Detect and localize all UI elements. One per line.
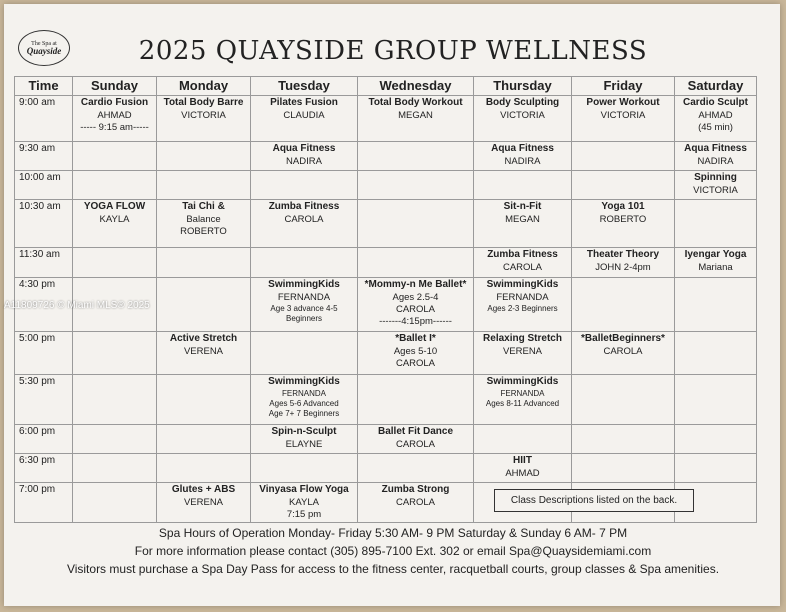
class-cell <box>474 332 572 375</box>
class-cell <box>572 142 675 171</box>
class-cell <box>572 171 675 200</box>
class-name: Vinyasa Flow Yoga <box>259 484 349 495</box>
class-name: *Mommy-n Me Ballet* <box>364 279 467 290</box>
class-cell <box>474 96 572 142</box>
class-cell <box>73 96 157 142</box>
class-cell <box>572 278 675 332</box>
class-name: Zumba Fitness <box>487 249 558 260</box>
schedule-row <box>15 248 757 278</box>
class-name: HIIT <box>513 455 532 466</box>
class-name: Cardio Sculpt <box>682 97 748 108</box>
class-detail: CAROLA <box>502 261 543 273</box>
schedule-row <box>15 332 757 375</box>
class-detail: AHMAD <box>97 109 132 121</box>
page-title: 2025 QUAYSIDE GROUP WELLNESS <box>138 36 648 66</box>
class-name: Zumba Strong <box>381 484 450 495</box>
class-detail: AHMAD <box>505 467 540 479</box>
class-cell <box>474 425 572 454</box>
class-detail: VERENA <box>502 345 543 357</box>
time-cell: 5:00 pm <box>15 332 73 375</box>
class-name: Pilates Fusion <box>270 97 338 108</box>
class-detail: MEGAN <box>505 213 540 225</box>
header-thursday: Thursday <box>474 77 572 96</box>
class-detail: VICTORIA <box>600 109 646 121</box>
class-cell <box>251 425 358 454</box>
class-cell <box>73 171 157 200</box>
class-detail: FERNANDA <box>277 291 331 303</box>
class-cell <box>675 425 757 454</box>
class-cell <box>474 142 572 171</box>
time-cell: 10:00 am <box>15 171 73 200</box>
class-cell <box>675 142 757 171</box>
class-name: SwimmingKids <box>486 376 559 387</box>
class-cell <box>157 142 251 171</box>
class-cell <box>157 332 251 375</box>
class-cell <box>73 142 157 171</box>
class-detail: VERENA <box>183 496 224 508</box>
class-detail: CAROLA <box>395 496 436 508</box>
class-detail: CAROLA <box>395 357 436 369</box>
schedule-row <box>15 171 757 200</box>
class-cell <box>572 200 675 248</box>
class-cell <box>572 248 675 278</box>
class-detail: VERENA <box>183 345 224 357</box>
class-cell <box>358 142 474 171</box>
class-cell <box>157 248 251 278</box>
class-cell <box>251 171 358 200</box>
class-cell <box>572 454 675 483</box>
class-detail: KAYLA <box>99 213 130 225</box>
class-cell <box>572 96 675 142</box>
class-cell <box>474 200 572 248</box>
class-cell <box>675 96 757 142</box>
schedule-row <box>15 96 757 142</box>
class-cell <box>251 454 358 483</box>
class-cell <box>474 248 572 278</box>
class-cell <box>73 375 157 425</box>
class-cell <box>157 454 251 483</box>
logo-line-2: Quayside <box>26 45 62 56</box>
class-cell <box>675 171 757 200</box>
class-name: Iyengar Yoga <box>684 249 747 260</box>
class-detail: VICTORIA <box>500 109 545 121</box>
header-wednesday: Wednesday <box>358 77 474 96</box>
class-cell <box>251 248 358 278</box>
class-cell <box>358 278 474 332</box>
spa-hours-text: Spa Hours of Operation Monday- Friday 5:30 AM- 9 PM Saturday & Sunday 6 AM- 7 PM <box>158 526 628 540</box>
class-detail: Balance <box>186 213 221 225</box>
class-name: Aqua Fitness <box>491 143 554 154</box>
logo-line-1: The Spa at <box>31 40 57 47</box>
class-note: FERNANDA <box>500 388 545 398</box>
class-cell <box>73 425 157 454</box>
class-cell <box>157 96 251 142</box>
class-name: Cardio Fusion <box>80 97 149 108</box>
schedule-row <box>15 375 757 425</box>
class-cell <box>474 171 572 200</box>
class-detail: -------4:15pm------ <box>379 316 452 328</box>
class-name: Glutes + ABS <box>171 484 236 495</box>
class-cell <box>251 96 358 142</box>
class-cell <box>73 200 157 248</box>
class-note: Age 7+ 7 Beginners <box>268 409 340 419</box>
class-cell <box>358 483 474 523</box>
class-detail: CAROLA <box>603 345 643 357</box>
class-cell <box>251 278 358 332</box>
class-cell <box>358 248 474 278</box>
class-detail: CLAUDIA <box>283 109 325 121</box>
header-time: Time <box>15 77 73 96</box>
class-name: Spin-n-Sculpt <box>271 426 337 437</box>
class-note: Ages 2-3 Beginners <box>487 303 558 313</box>
class-detail: Mariana <box>698 261 733 273</box>
class-cell <box>251 332 358 375</box>
class-cell <box>251 483 358 523</box>
class-cell <box>572 332 675 375</box>
class-name: Power Workout <box>586 97 660 108</box>
class-detail: NADIRA <box>286 155 322 167</box>
class-note: Ages 5-6 Advanced <box>269 399 339 409</box>
time-cell: 7:00 pm <box>15 483 73 523</box>
time-cell: 9:30 am <box>15 142 73 171</box>
class-cell <box>675 200 757 248</box>
class-detail: NADIRA <box>697 155 734 167</box>
class-detail: (45 min) <box>698 121 733 133</box>
header-sunday: Sunday <box>73 77 157 96</box>
class-cell <box>358 375 474 425</box>
schedule-row <box>15 142 757 171</box>
class-cell <box>157 171 251 200</box>
class-name: SwimmingKids <box>268 279 340 290</box>
class-detail: KAYLA <box>289 496 319 508</box>
class-detail: CAROLA <box>395 303 436 315</box>
class-cell <box>251 142 358 171</box>
class-cell <box>73 454 157 483</box>
class-name: Sit-n-Fit <box>503 201 542 212</box>
class-name: YOGA FLOW <box>83 201 146 212</box>
class-cell <box>157 200 251 248</box>
class-cell <box>73 248 157 278</box>
class-name: Relaxing Stretch <box>483 333 562 344</box>
class-name: *Ballet I* <box>395 333 436 344</box>
time-cell: 9:00 am <box>15 96 73 142</box>
class-name: Body Sculpting <box>485 97 560 108</box>
time-cell: 6:30 pm <box>15 454 73 483</box>
class-cell <box>474 375 572 425</box>
time-cell: 6:00 pm <box>15 425 73 454</box>
class-name: Spinning <box>694 172 737 183</box>
class-name: *BalletBeginners* <box>581 333 665 344</box>
class-name: Total Body Workout <box>368 97 463 108</box>
class-note: Ages 8-11 Advanced <box>485 399 560 409</box>
class-cell <box>157 278 251 332</box>
class-name: Yoga 101 <box>601 201 645 212</box>
class-note: Beginners <box>285 314 323 324</box>
header-tuesday: Tuesday <box>251 77 358 96</box>
class-name: SwimmingKids <box>268 376 340 387</box>
class-detail: ROBERTO <box>599 213 647 225</box>
class-name: Zumba Fitness <box>268 201 340 212</box>
class-cell <box>358 96 474 142</box>
class-cell <box>358 454 474 483</box>
class-cell <box>474 278 572 332</box>
mls-watermark: A11809726 © Miami MLS® 2025 <box>4 300 150 311</box>
class-cell <box>358 200 474 248</box>
class-name: Aqua Fitness <box>684 143 747 154</box>
class-detail: ----- 9:15 am----- <box>80 121 149 133</box>
schedule-row <box>15 425 757 454</box>
class-detail: 7:15 pm <box>286 508 322 520</box>
class-cell <box>675 375 757 425</box>
time-cell: 11:30 am <box>15 248 73 278</box>
class-name: Ballet Fit Dance <box>377 426 454 437</box>
class-detail: Ages 5-10 <box>393 345 438 357</box>
header-monday: Monday <box>157 77 251 96</box>
class-name: SwimmingKids <box>486 279 559 290</box>
class-detail: ROBERTO <box>180 225 227 237</box>
class-name: Active Stretch <box>169 333 238 344</box>
class-cell <box>675 454 757 483</box>
class-cell <box>675 332 757 375</box>
class-cell <box>675 278 757 332</box>
schedule-row <box>15 454 757 483</box>
schedule-row <box>15 200 757 248</box>
class-cell <box>251 375 358 425</box>
class-detail: FERNANDA <box>496 291 549 303</box>
class-name: Tai Chi & <box>182 201 225 212</box>
class-cell <box>572 425 675 454</box>
class-note: FERNANDA <box>281 388 326 398</box>
class-cell <box>358 425 474 454</box>
class-cell <box>358 332 474 375</box>
class-cell <box>157 483 251 523</box>
time-cell: 10:30 am <box>15 200 73 248</box>
footer <box>0 524 786 578</box>
class-cell <box>474 454 572 483</box>
contact-info-text: For more information please contact (305) 895-7100 Ext. 302 or email Spa@Quaysidemiami.com <box>134 544 652 558</box>
class-detail: Ages 2.5-4 <box>392 291 439 303</box>
header-saturday: Saturday <box>675 77 757 96</box>
class-cell <box>73 332 157 375</box>
class-detail: JOHN 2-4pm <box>595 261 651 273</box>
class-detail: NADIRA <box>504 155 541 167</box>
class-descriptions-note: Class Descriptions listed on the back. <box>494 489 694 512</box>
class-detail: VICTORIA <box>693 184 738 196</box>
class-note: Age 3 advance 4-5 <box>270 303 338 313</box>
class-detail: ELAYNE <box>285 438 323 450</box>
class-detail: MEGAN <box>398 109 433 121</box>
header-friday: Friday <box>572 77 675 96</box>
class-cell <box>73 483 157 523</box>
time-cell: 4:30 pm <box>15 278 73 332</box>
class-cell <box>157 425 251 454</box>
class-cell <box>572 375 675 425</box>
class-detail: CAROLA <box>284 213 324 225</box>
class-cell <box>251 200 358 248</box>
class-cell <box>675 248 757 278</box>
class-detail: AHMAD <box>698 109 733 121</box>
visitor-notice-text: Visitors must purchase a Spa Day Pass for access to the fitness center, racquetball courts, group classes & Spa amenities. <box>66 562 720 576</box>
header-row <box>15 77 757 96</box>
class-cell <box>157 375 251 425</box>
class-name: Total Body Barre <box>163 97 244 108</box>
class-detail: CAROLA <box>395 438 436 450</box>
class-detail: VICTORIA <box>181 109 226 121</box>
time-cell: 5:30 pm <box>15 375 73 425</box>
class-name: Aqua Fitness <box>272 143 336 154</box>
class-name: Theater Theory <box>586 249 660 260</box>
class-cell <box>358 171 474 200</box>
